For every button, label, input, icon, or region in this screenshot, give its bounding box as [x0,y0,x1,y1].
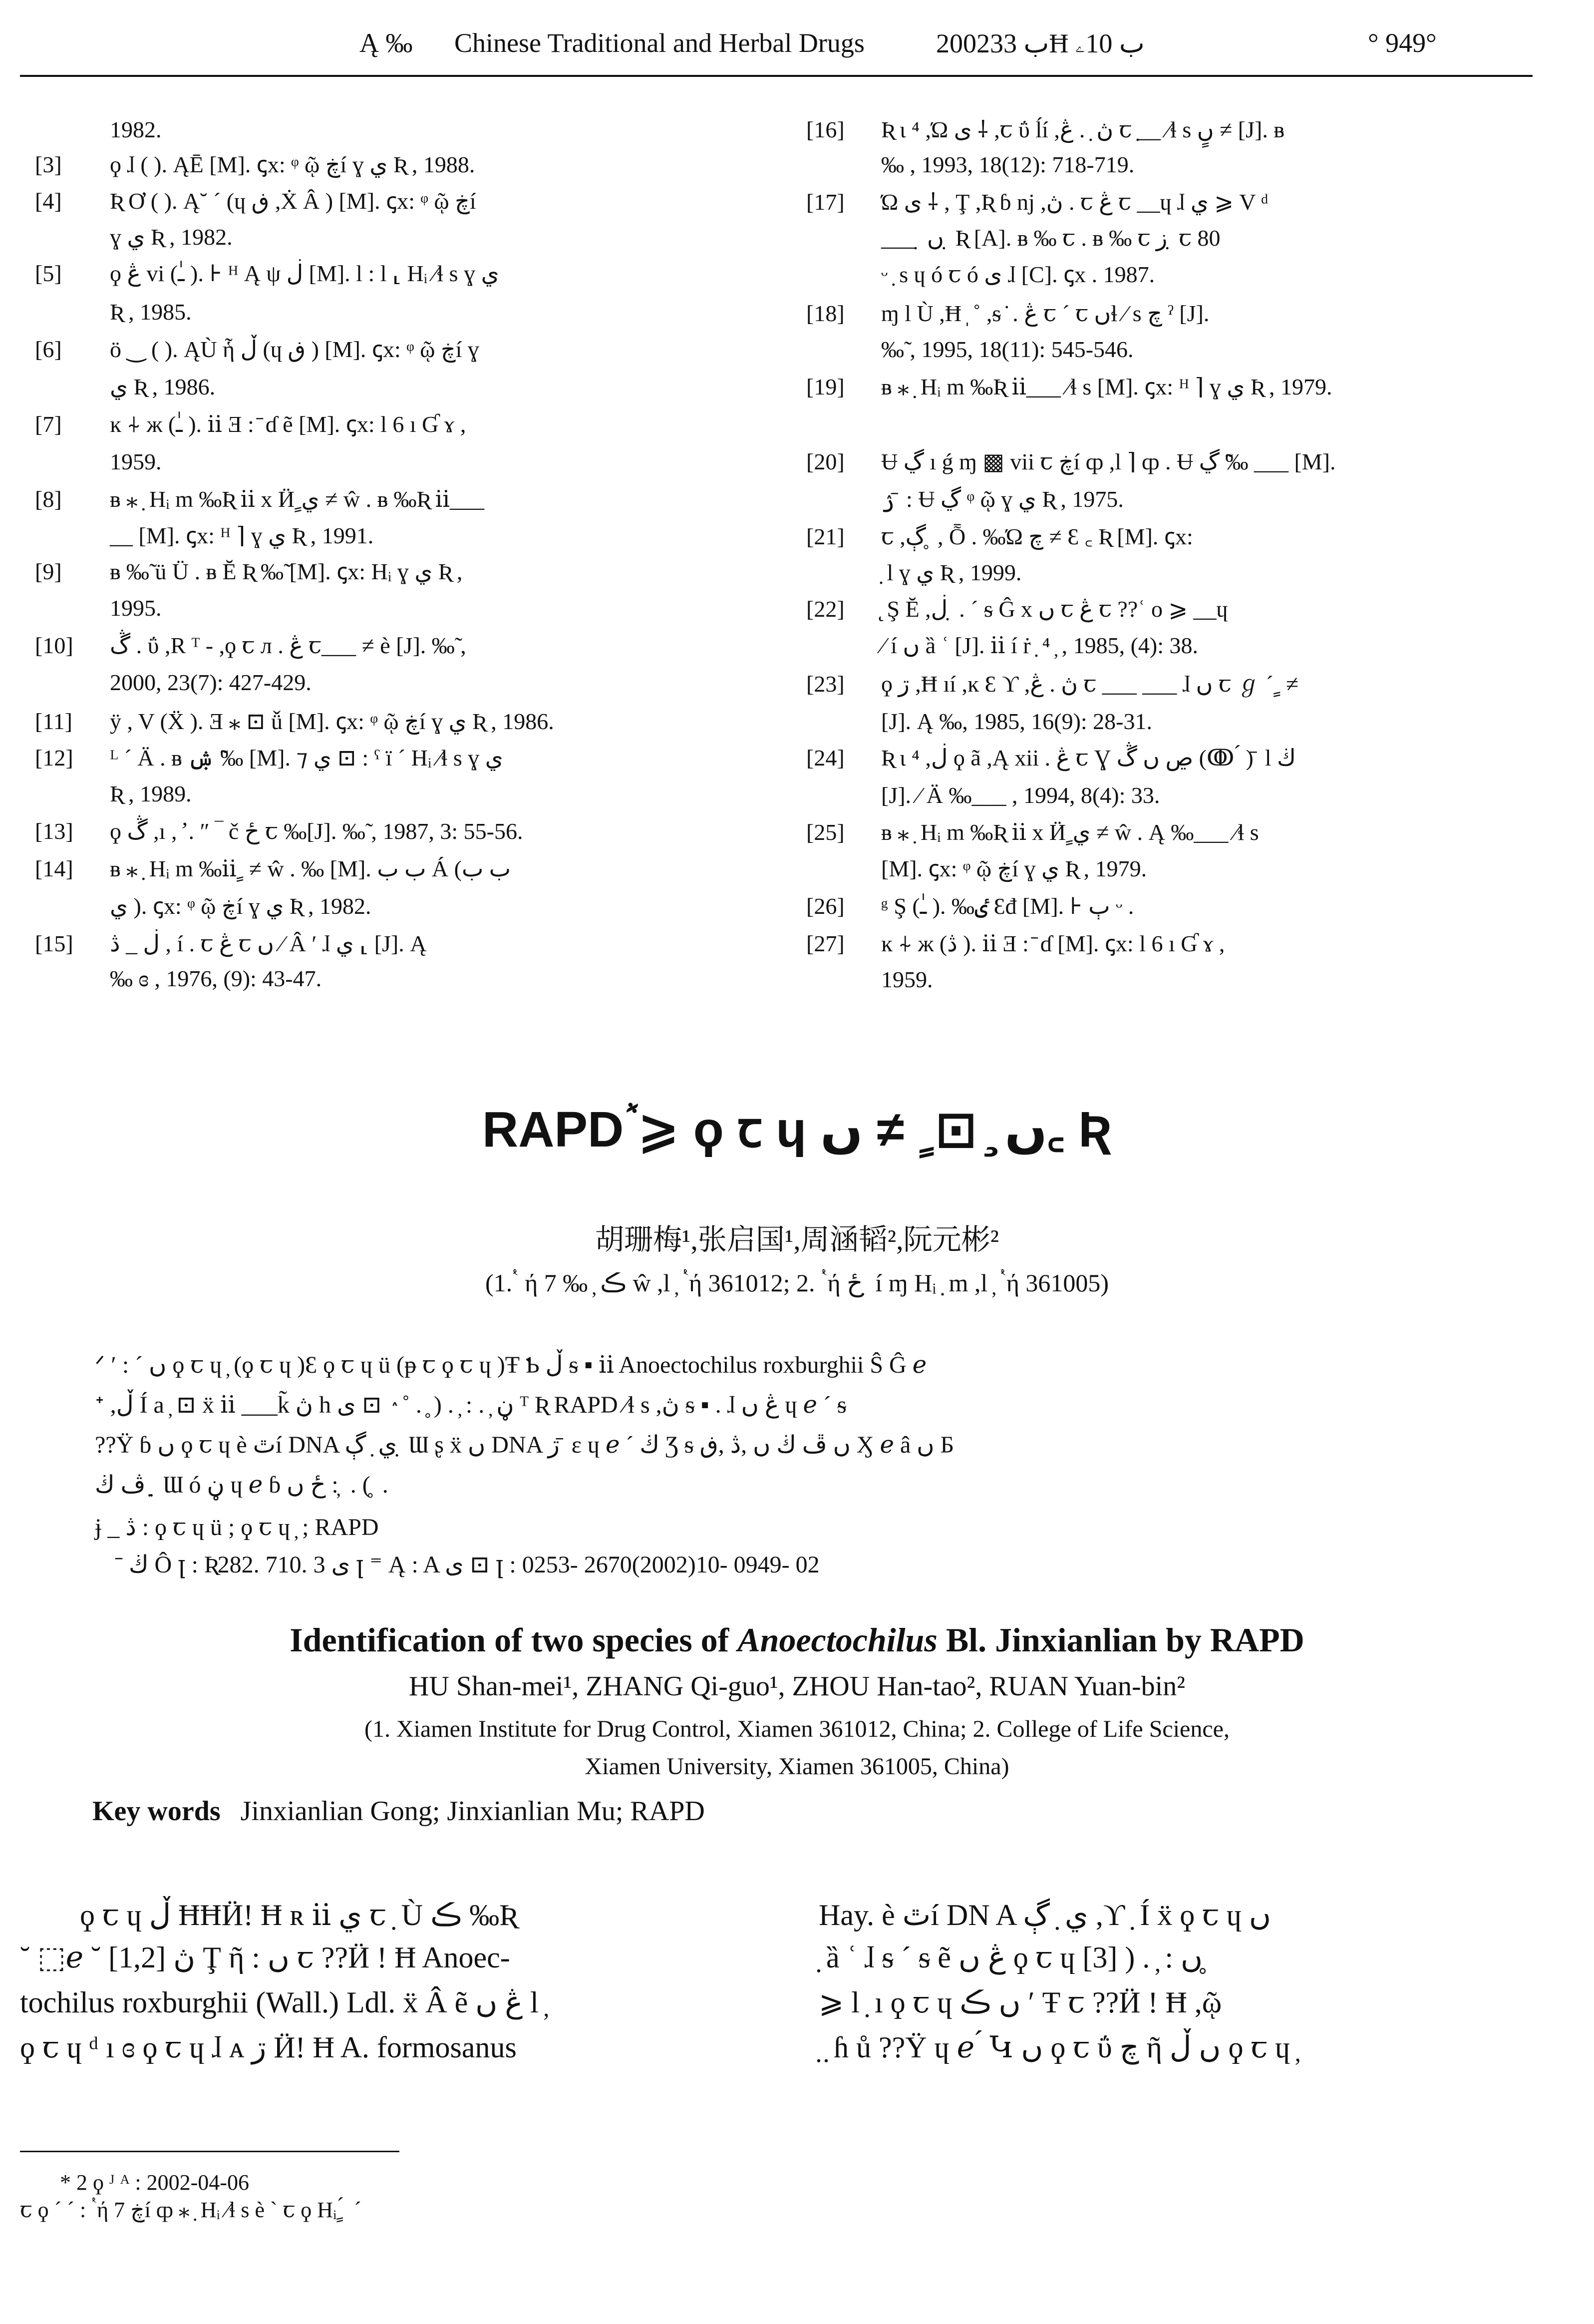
body-line: Hay. è ٿí DN A ي ̣ ڳ ,ϒ ̣ Í ẍ ϙ ꞇ ɥ ں [819,1899,1271,1932]
abstract-line: ᐩ ,ڵ Í a ̦ ⊡ ẍ ⅱ ___k̃ ڽ h ڼ ̦ . : ̦ . ( ̥ . ˚ ٛ ⊡ ی ᵀ Ʀ RAPD ⁄ɬ s ,ڽ ᵴ ▪ . ɺ ڠ ں ɥ ℯ ´ ᵴ [95,1392,847,1418]
classification-line: ˉ ڬ Ô ꞁ : Ʀ282. 710. 3 ی ꞁ ⁼ Ą : A ی ⊡ ꞁ : 0253- 2670(2002)10- 0949- 02 [115,1551,820,1578]
running-header [0,27,1594,72]
header-rule [20,75,1533,77]
body-line: ϙ ꞇ ɥ ᵈ ı ɞ ϙ ꞇ ɥ ɺ ᴀ ڗ Ӥ! Ħ A. formosanus [20,2031,517,2064]
body-line: ϙ ꞇ ɥ ڵ ĦĦӤ! Ħ ʀ ⅱ ي ꞇ ̣ Ù ڪ ‰Ʀ [80,1899,516,1932]
english-keywords [92,1795,705,1827]
issue-info: 2002ب 33Ħ ب 10ۦ [936,28,1145,58]
english-affiliation-2: Xiamen University, Xiamen 361005, China) [585,1753,1009,1780]
english-authors: HU Shan-mei¹, ZHANG Qi-guo¹, ZHOU Han-tao², RUAN Yuan-bin² [408,1671,1186,1702]
keywords-value: Jinxianlian Gong; Jinxianlian Mu; RAPD [240,1796,705,1827]
english-title: Identification of two species of Anoectochilus Bl. Jinxianlian by RAPD [290,1621,1304,1659]
abstract-line: ᐟ ʹ : ˊ ں ϙ ꞇ ɥ ̦ (ϙ ꞇ ɥ )Ɛ ϙ ꞇ ɥ ü (ᵽ ꞇ ϙ ꞇ ɥ )Ŧ Ƅ ڵ ᵴ ▪ ⅱ Anoectochilus roxburghii Ŝ Ĝ ℯ [95,1352,927,1378]
body-line: tochilus roxburghii (Wall.) Ldl. ẍ Â ẽ ڠ ں l ̦ [20,1986,546,2019]
english-affiliation-1: (1. Xiamen Institute for Drug Control, Xiamen 361012, China; 2. College of Life Science, [364,1716,1230,1742]
abstract-line: ڤ ڬ ٜ ̣ Ɯ ó ڼ ɥ ℯ ɓ ځ ں : ̦ . ( ̥ . [95,1472,388,1498]
keywords-cn: ɉ _ ڎ : ϙ ꞇ ɥ ü ; ϙ ꞇ ɥ ̦ ; RAPD [95,1514,379,1541]
page-number: ° 949° [1368,28,1437,58]
journal-name-cn: Ą ‰ [359,28,413,58]
body-line: ̣ ȁ ʿ ɺ ᵴ ˊ ᵴ ẽ ڠ ں ϙ ꞇ ɥ ں : ̦ . ( [3] ̥ [819,1941,1211,1974]
body-line: ̣ ̣ ɦ ů ??Ÿ ɥ ℯ ́ Կ ں ϙ ꞇ ΰ چ ῆ ں ڵ ϙ ꞇ ɥ ̦ [819,2031,1298,2064]
article-title: RAPDٞ ⩾ ϙ ꞇ ɥ ں ̧ ⊡ ٍ ≠ ں꜀ Ʀ [482,1102,1112,1158]
authors-cn: 胡珊梅¹,张启国¹,周涵韬²,阮元彬² [595,1223,999,1256]
affiliation-cn: (1. ٝ ή 7 ‰ ̦ ڪ ŵ ,l ̦ ٝ ή 361012; 2. ٝ ή ځ ̣ í ɱ Hᵢ ̣ m ,l ̦ ٝ ή 361005) [485,1269,1109,1297]
journal-name-en: Chinese Traditional and Herbal Drugs [454,28,865,58]
body-line: ˘ ⬚ℯ ˘ ڽ [1,2] Ţ ῆ : ں ꞇ ??Ӥ ! Ħ Anoec- [20,1941,510,1974]
footnote-author: ꞇ ϙ ´ ´ : ٝ ή 7 ڿí ȹ ⁎ ̣ Hᵢ ⁄ɬ s è ` ꞇ ϙ Hᵢ ٍ ́ ´ [20,2198,361,2222]
abstract-line: ??Ÿ ɓ ں ϙ ꞇ ɥ è ٿí DNA ي ̣ ڳ ̣ Ɯ ʂ ẍ ں DNA ڗ ̄ ɛ ɥ ℯ ˊ ڬ Ʒ ᵴ ں ڦ ڬ ں ,ڎ ,ڧ Ӽ ℯ â ں Ƃ [95,1432,955,1458]
keywords-label: Key words [92,1796,221,1827]
footnote-rule [20,2151,399,2152]
footnote-received: * 2 ϙ ᴶ ᴬ : 2002-04-06 [60,2170,249,2195]
body-line: ⩾ l ̣ ı ϙ ꞇ ɥ ں ڪ ʹ Ŧ ꞇ ??Ӥ ! Ħ ,ῷ [819,1986,1222,2019]
